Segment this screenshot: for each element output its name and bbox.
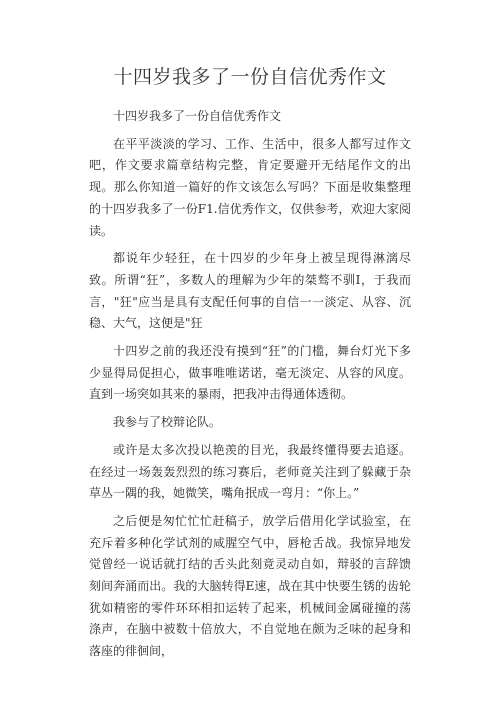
paragraph-youth: 都说年少轻狂，在十四岁的少年身上被呈现得淋漓尽致。所谓“狂”，多数人的理解为少年的桀骜不驯I，于我而言，"狂"应当是具有支配任何事的自信一一淡定、从容、沉稳、大气，这便是"狂 <box>89 251 411 331</box>
paragraph-before-fourteen: 十四岁之前的我还没有摸到“狂”的门槛，舞台灯光下多少显得局促担心，做事唯唯诺诺，毫无淡定、从容的风度。直到一场突如其来的暴雨，把我冲击得通体透彻。 <box>89 344 411 402</box>
document-title: 十四岁我多了一份自信优秀作文 <box>113 66 387 88</box>
paragraph-debate-team: 我参与了校辩论队。 <box>113 415 222 430</box>
paragraph-practice: 之后便是匆忙忙忙赶稿子，放学后借用化学试验室，在充斥着多种化学试剂的咸腥空气中，唇枪舌战。我惊异地发觉曾经一说话就打结的舌头此刻竟灵动自如，辩驳的言辞馈刻间奔涌而出。我的大脑转得E速，战在其中快要生锈的齿轮犹如精密的零件环环相扣运转了起来，机械间金属碰撞的荡涤声，在脑中被数十倍放大，不自觉地在颇为乏味的起身和落座的徘徊间， <box>89 513 411 659</box>
document-body <box>89 106 411 669</box>
paragraph-subtitle: 十四岁我多了一份自信优秀作文 <box>113 109 282 123</box>
paragraph-teacher: 或许是太多次投以艳羡的目光，我最终懂得要去追逐。在经过一场轰轰烈烈的练习赛后，老师竟关注到了躲藏于杂草丛一隅的我，她微笑，嘴角抿成一弯月：“你上。” <box>89 442 411 501</box>
paragraph-intro: 在平平淡淡的学习、工作、生活中，很多人都写过作文吧，作文要求篇章结构完整，肯定要避开无结尾作文的出现。那么你知道一篇好的作文该怎么写吗？下面是收集整理的十四岁我多了一份F1.信优秀作文，仅供参考，欢迎大家阅读。 <box>89 136 411 238</box>
